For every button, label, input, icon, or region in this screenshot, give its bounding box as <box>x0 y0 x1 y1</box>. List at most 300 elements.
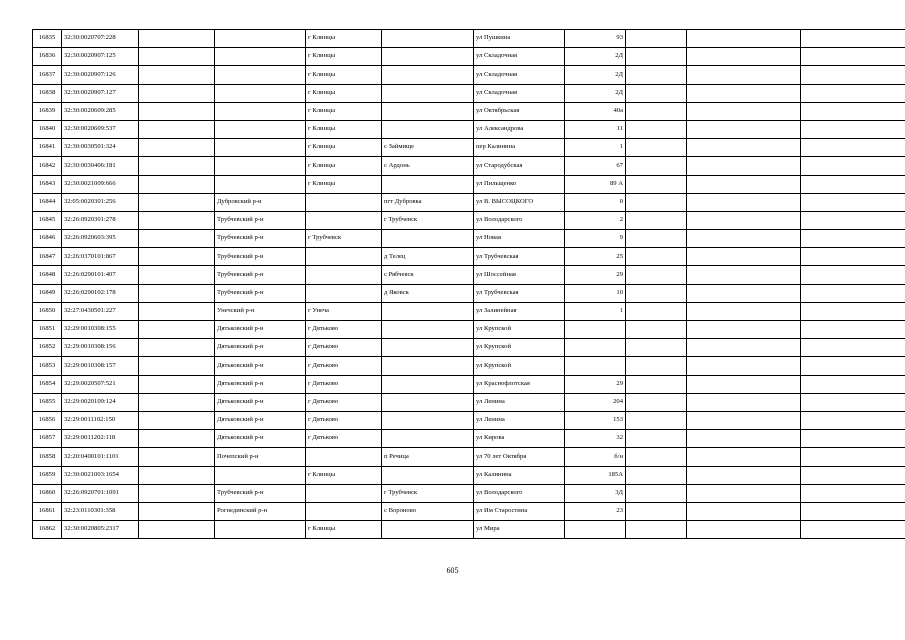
settlement-cell <box>382 66 474 84</box>
district-cell: Трубчевский р-н <box>215 284 306 302</box>
empty-cell <box>687 230 801 248</box>
row-number-cell: 16847 <box>33 248 62 266</box>
empty-cell <box>139 430 215 448</box>
table-row <box>33 193 905 211</box>
settlement-cell <box>382 375 474 393</box>
cadastral-number-cell: 32:30:0030406:181 <box>62 157 139 175</box>
cadastral-number-cell: 32:30:0020609:537 <box>62 120 139 138</box>
settlement-cell: с Рябчевск <box>382 266 474 284</box>
empty-cell <box>139 357 215 375</box>
district-cell: Унечский р-н <box>215 302 306 320</box>
empty-cell <box>139 30 215 48</box>
table-row <box>33 175 905 193</box>
row-number-cell: 16860 <box>33 484 62 502</box>
settlement-cell: с Займище <box>382 139 474 157</box>
settlement-cell <box>382 411 474 429</box>
cadastral-number-cell: 32:29:0010308:155 <box>62 321 139 339</box>
table-row <box>33 375 905 393</box>
empty-cell <box>626 502 687 520</box>
city-cell <box>306 448 382 466</box>
street-cell: ул Кирова <box>474 430 565 448</box>
empty-cell <box>139 466 215 484</box>
row-number-cell: 16858 <box>33 448 62 466</box>
row-number-cell: 16837 <box>33 66 62 84</box>
settlement-cell <box>382 120 474 138</box>
row-number-cell: 16853 <box>33 357 62 375</box>
street-cell: ул Стародубская <box>474 157 565 175</box>
district-cell: Трубчевский р-н <box>215 230 306 248</box>
district-cell: Трубчевский р-н <box>215 266 306 284</box>
city-cell: г Дятьково <box>306 430 382 448</box>
empty-cell <box>801 448 905 466</box>
empty-cell <box>801 248 905 266</box>
empty-cell <box>139 102 215 120</box>
city-cell: г Дятьково <box>306 411 382 429</box>
city-cell: г Дятьково <box>306 357 382 375</box>
empty-cell <box>687 284 801 302</box>
empty-cell <box>626 157 687 175</box>
empty-cell <box>626 375 687 393</box>
empty-cell <box>139 302 215 320</box>
empty-cell <box>801 193 905 211</box>
empty-cell <box>139 339 215 357</box>
empty-cell <box>626 284 687 302</box>
city-cell: г Клинцы <box>306 157 382 175</box>
settlement-cell <box>382 393 474 411</box>
row-number-cell: 16848 <box>33 266 62 284</box>
city-cell: г Клинцы <box>306 48 382 66</box>
row-number-cell: 16850 <box>33 302 62 320</box>
empty-cell <box>626 30 687 48</box>
row-number-cell: 16838 <box>33 84 62 102</box>
empty-cell <box>626 139 687 157</box>
empty-cell <box>626 230 687 248</box>
cadastral-number-cell: 32:26:0290102:178 <box>62 284 139 302</box>
empty-cell <box>139 157 215 175</box>
street-cell: пер Калинина <box>474 139 565 157</box>
house-number-cell: 2Д <box>565 48 626 66</box>
table-row <box>33 120 905 138</box>
empty-cell <box>626 84 687 102</box>
empty-cell <box>687 48 801 66</box>
empty-cell <box>687 430 801 448</box>
house-number-cell: 10 <box>565 284 626 302</box>
cadastral-number-cell: 32:30:0020907:127 <box>62 84 139 102</box>
house-number-cell: 89 А <box>565 175 626 193</box>
city-cell: г Дятьково <box>306 321 382 339</box>
settlement-cell <box>382 30 474 48</box>
empty-cell <box>626 175 687 193</box>
street-cell: ул Володарского <box>474 484 565 502</box>
empty-cell <box>626 448 687 466</box>
district-cell: Дятьковский р-н <box>215 393 306 411</box>
house-number-cell <box>565 321 626 339</box>
street-cell: ул Ленина <box>474 393 565 411</box>
empty-cell <box>139 284 215 302</box>
empty-cell <box>139 48 215 66</box>
row-number-cell: 16839 <box>33 102 62 120</box>
settlement-cell: д Яковск <box>382 284 474 302</box>
empty-cell <box>801 430 905 448</box>
street-cell: ул Октябрьская <box>474 102 565 120</box>
empty-cell <box>626 484 687 502</box>
table-row <box>33 266 905 284</box>
empty-cell <box>801 521 905 539</box>
city-cell: г Клинцы <box>306 30 382 48</box>
empty-cell <box>139 266 215 284</box>
empty-cell <box>687 30 801 48</box>
house-number-cell: 29 <box>565 375 626 393</box>
empty-cell <box>626 302 687 320</box>
table-row <box>33 230 905 248</box>
empty-cell <box>687 411 801 429</box>
district-cell: Дятьковский р-н <box>215 321 306 339</box>
empty-cell <box>626 266 687 284</box>
cadastral-number-cell: 32:30:0021003:1654 <box>62 466 139 484</box>
district-cell: Дятьковский р-н <box>215 430 306 448</box>
city-cell: г Клинцы <box>306 521 382 539</box>
city-cell: г Дятьково <box>306 393 382 411</box>
settlement-cell: п Речица <box>382 448 474 466</box>
cadastral-number-cell: 32:30:0020609:285 <box>62 102 139 120</box>
house-number-cell: 40а <box>565 102 626 120</box>
street-cell: ул Трубчевская <box>474 248 565 266</box>
empty-cell <box>139 193 215 211</box>
table-row <box>33 30 905 48</box>
empty-cell <box>626 411 687 429</box>
empty-cell <box>139 139 215 157</box>
row-number-cell: 16859 <box>33 466 62 484</box>
empty-cell <box>801 175 905 193</box>
street-cell: ул Мира <box>474 521 565 539</box>
city-cell <box>306 248 382 266</box>
empty-cell <box>801 393 905 411</box>
city-cell: г Клинцы <box>306 466 382 484</box>
cadastral-number-cell: 32:26:0370101:867 <box>62 248 139 266</box>
street-cell: ул Пильщенко <box>474 175 565 193</box>
empty-cell <box>626 321 687 339</box>
empty-cell <box>626 339 687 357</box>
city-cell <box>306 211 382 229</box>
empty-cell <box>139 66 215 84</box>
house-number-cell: 0 <box>565 193 626 211</box>
empty-cell <box>687 157 801 175</box>
district-cell <box>215 139 306 157</box>
table-row <box>33 139 905 157</box>
street-cell: ул 70 лет Октября <box>474 448 565 466</box>
empty-cell <box>687 211 801 229</box>
settlement-cell: с Ардонь <box>382 157 474 175</box>
empty-cell <box>801 375 905 393</box>
district-cell <box>215 102 306 120</box>
cadastral-number-cell: 32:27:0430501:227 <box>62 302 139 320</box>
table-row <box>33 102 905 120</box>
table-row <box>33 430 905 448</box>
settlement-cell: пгт Дубровка <box>382 193 474 211</box>
table-row <box>33 211 905 229</box>
empty-cell <box>139 175 215 193</box>
district-cell: Дятьковский р-н <box>215 339 306 357</box>
empty-cell <box>801 48 905 66</box>
district-cell <box>215 30 306 48</box>
row-number-cell: 16852 <box>33 339 62 357</box>
settlement-cell <box>382 321 474 339</box>
table-row <box>33 502 905 520</box>
house-number-cell: 93 <box>565 30 626 48</box>
table-row <box>33 466 905 484</box>
row-number-cell: 16861 <box>33 502 62 520</box>
street-cell: ул Володарского <box>474 211 565 229</box>
cadastral-number-cell: 32:26:0290101:407 <box>62 266 139 284</box>
house-number-cell: 1 <box>565 302 626 320</box>
settlement-cell <box>382 302 474 320</box>
cadastral-number-cell: 32:05:0020301:256 <box>62 193 139 211</box>
district-cell <box>215 466 306 484</box>
settlement-cell <box>382 466 474 484</box>
district-cell: Дятьковский р-н <box>215 411 306 429</box>
row-number-cell: 16849 <box>33 284 62 302</box>
city-cell: г Дятьково <box>306 375 382 393</box>
cadastral-number-cell: 32:30:0020707:228 <box>62 30 139 48</box>
district-cell: Дятьковский р-н <box>215 375 306 393</box>
city-cell: г Клинцы <box>306 66 382 84</box>
house-number-cell <box>565 357 626 375</box>
empty-cell <box>801 339 905 357</box>
settlement-cell <box>382 339 474 357</box>
cadastral-number-cell: 32:30:0020907:126 <box>62 66 139 84</box>
cadastral-number-cell: 32:29:0020109:124 <box>62 393 139 411</box>
district-cell <box>215 521 306 539</box>
settlement-cell: г Трубчевск <box>382 211 474 229</box>
empty-cell <box>626 466 687 484</box>
cadastral-number-cell: 32:30:0020805:2317 <box>62 521 139 539</box>
table-row <box>33 66 905 84</box>
empty-cell <box>801 120 905 138</box>
city-cell: г Трубчевск <box>306 230 382 248</box>
empty-cell <box>687 484 801 502</box>
house-number-cell: 23 <box>565 502 626 520</box>
empty-cell <box>687 502 801 520</box>
table-row <box>33 357 905 375</box>
empty-cell <box>801 302 905 320</box>
row-number-cell: 16855 <box>33 393 62 411</box>
settlement-cell <box>382 357 474 375</box>
empty-cell <box>801 84 905 102</box>
empty-cell <box>139 393 215 411</box>
house-number-cell: 11 <box>565 120 626 138</box>
street-cell: ул Крупской <box>474 321 565 339</box>
row-number-cell: 16836 <box>33 48 62 66</box>
page-number: 605 <box>446 566 459 575</box>
empty-cell <box>801 466 905 484</box>
cadastral-number-cell: 32:26:0920603:395 <box>62 230 139 248</box>
street-cell: ул Шоссейная <box>474 266 565 284</box>
empty-cell <box>626 430 687 448</box>
street-cell: ул Складочная <box>474 48 565 66</box>
row-number-cell: 16851 <box>33 321 62 339</box>
empty-cell <box>626 102 687 120</box>
table-row <box>33 393 905 411</box>
row-number-cell: 16844 <box>33 193 62 211</box>
district-cell: Дятьковский р-н <box>215 357 306 375</box>
house-number-cell: 2Д <box>565 66 626 84</box>
street-cell: ул В. ВЫСОЦКОГО <box>474 193 565 211</box>
empty-cell <box>801 284 905 302</box>
row-number-cell: 16845 <box>33 211 62 229</box>
empty-cell <box>687 66 801 84</box>
street-cell: ул Трубчевская <box>474 284 565 302</box>
empty-cell <box>139 321 215 339</box>
empty-cell <box>801 66 905 84</box>
settlement-cell <box>382 430 474 448</box>
cadastral-number-cell: 32:29:0010308:157 <box>62 357 139 375</box>
cadastral-number-cell: 32:20:0400101:1101 <box>62 448 139 466</box>
table-row <box>33 448 905 466</box>
table-row <box>33 521 905 539</box>
row-number-cell: 16843 <box>33 175 62 193</box>
empty-cell <box>626 120 687 138</box>
city-cell <box>306 284 382 302</box>
street-cell: ул Складочная <box>474 66 565 84</box>
cadastral-number-cell: 32:26:0920701:1091 <box>62 484 139 502</box>
empty-cell <box>139 248 215 266</box>
empty-cell <box>801 30 905 48</box>
city-cell: г Клинцы <box>306 175 382 193</box>
city-cell <box>306 502 382 520</box>
street-cell: ул Александрова <box>474 120 565 138</box>
house-number-cell: 32 <box>565 430 626 448</box>
district-cell: Трубчевский р-н <box>215 484 306 502</box>
street-cell: ул Калинина <box>474 466 565 484</box>
street-cell: ул Крупской <box>474 357 565 375</box>
empty-cell <box>139 230 215 248</box>
empty-cell <box>687 175 801 193</box>
empty-cell <box>687 375 801 393</box>
table-row <box>33 302 905 320</box>
empty-cell <box>801 484 905 502</box>
empty-cell <box>139 521 215 539</box>
empty-cell <box>687 193 801 211</box>
district-cell: Дубровский р-н <box>215 193 306 211</box>
cadastral-number-cell: 32:26:0920301:278 <box>62 211 139 229</box>
table-row <box>33 484 905 502</box>
cadastral-number-cell: 32:30:0030501:324 <box>62 139 139 157</box>
street-cell: ул Им Старостина <box>474 502 565 520</box>
empty-cell <box>687 266 801 284</box>
district-cell <box>215 175 306 193</box>
house-number-cell: 67 <box>565 157 626 175</box>
row-number-cell: 16835 <box>33 30 62 48</box>
settlement-cell <box>382 521 474 539</box>
house-number-cell: 9 <box>565 230 626 248</box>
empty-cell <box>139 484 215 502</box>
table-row <box>33 248 905 266</box>
empty-cell <box>626 521 687 539</box>
city-cell <box>306 266 382 284</box>
empty-cell <box>687 521 801 539</box>
settlement-cell <box>382 230 474 248</box>
row-number-cell: 16842 <box>33 157 62 175</box>
street-cell: ул Пушкина <box>474 30 565 48</box>
empty-cell <box>801 157 905 175</box>
row-number-cell: 16840 <box>33 120 62 138</box>
table-row <box>33 411 905 429</box>
empty-cell <box>801 357 905 375</box>
settlement-cell: д Телец <box>382 248 474 266</box>
empty-cell <box>687 302 801 320</box>
street-cell: ул Краснофлотская <box>474 375 565 393</box>
district-cell <box>215 84 306 102</box>
settlement-cell <box>382 175 474 193</box>
district-cell: Трубчевский р-н <box>215 211 306 229</box>
house-number-cell: 25 <box>565 248 626 266</box>
empty-cell <box>139 120 215 138</box>
house-number-cell: 29 <box>565 266 626 284</box>
city-cell <box>306 484 382 502</box>
empty-cell <box>801 411 905 429</box>
empty-cell <box>687 139 801 157</box>
empty-cell <box>139 84 215 102</box>
table-row <box>33 339 905 357</box>
house-number-cell <box>565 521 626 539</box>
district-cell <box>215 157 306 175</box>
registry-table <box>32 29 905 539</box>
city-cell: г Унеча <box>306 302 382 320</box>
city-cell <box>306 193 382 211</box>
empty-cell <box>687 448 801 466</box>
cadastral-number-cell: 32:30:0020907:125 <box>62 48 139 66</box>
city-cell: г Клинцы <box>306 84 382 102</box>
city-cell: г Клинцы <box>306 102 382 120</box>
table-row <box>33 48 905 66</box>
empty-cell <box>687 466 801 484</box>
empty-cell <box>801 230 905 248</box>
cadastral-number-cell: 32:30:0021009:666 <box>62 175 139 193</box>
house-number-cell: 3Д <box>565 484 626 502</box>
empty-cell <box>139 211 215 229</box>
street-cell: ул Складочная <box>474 84 565 102</box>
row-number-cell: 16862 <box>33 521 62 539</box>
empty-cell <box>626 393 687 411</box>
house-number-cell: 2Д <box>565 84 626 102</box>
house-number-cell: 204 <box>565 393 626 411</box>
cadastral-number-cell: 32:29:0011202:118 <box>62 430 139 448</box>
empty-cell <box>801 266 905 284</box>
house-number-cell: 2 <box>565 211 626 229</box>
cadastral-number-cell: 32:29:0010308:156 <box>62 339 139 357</box>
district-cell: Почепский р-н <box>215 448 306 466</box>
empty-cell <box>687 393 801 411</box>
empty-cell <box>801 211 905 229</box>
city-cell: г Клинцы <box>306 120 382 138</box>
street-cell: ул Крупской <box>474 339 565 357</box>
empty-cell <box>687 321 801 339</box>
settlement-cell: г Трубчевск <box>382 484 474 502</box>
table-row <box>33 321 905 339</box>
empty-cell <box>626 211 687 229</box>
cadastral-number-cell: 32:29:0011102:150 <box>62 411 139 429</box>
street-cell: ул Новая <box>474 230 565 248</box>
district-cell <box>215 66 306 84</box>
district-cell <box>215 48 306 66</box>
table-row <box>33 84 905 102</box>
city-cell: г Дятьково <box>306 339 382 357</box>
empty-cell <box>801 102 905 120</box>
district-cell: Трубчевский р-н <box>215 248 306 266</box>
empty-cell <box>626 48 687 66</box>
row-number-cell: 16854 <box>33 375 62 393</box>
empty-cell <box>687 357 801 375</box>
